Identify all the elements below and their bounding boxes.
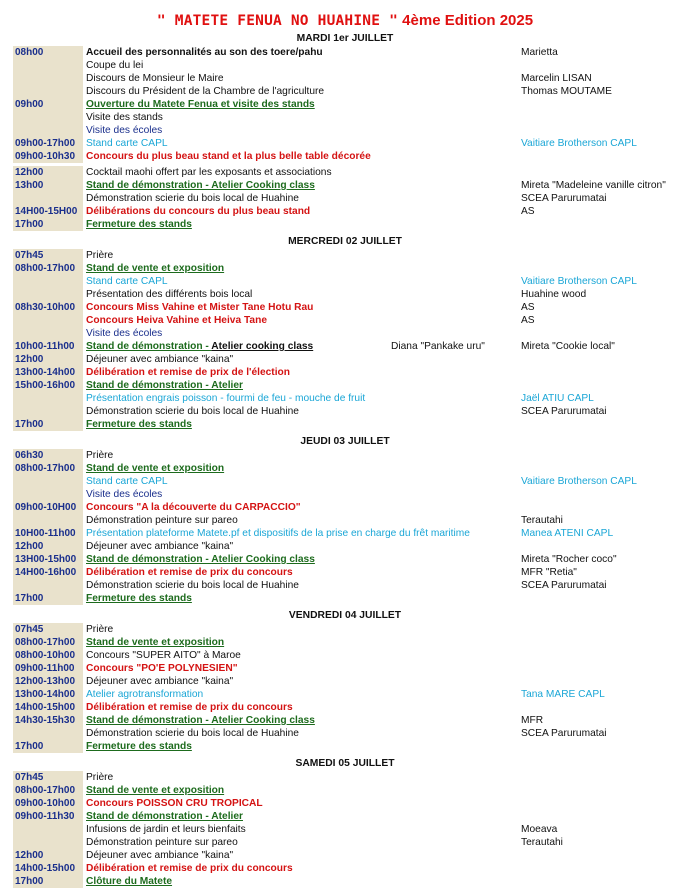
title-main: " MATETE FENUA NO HUAHINE " — [156, 13, 399, 29]
activity-label: Discours du Président de la Chambre de l'agriculture — [86, 86, 325, 97]
presenter: Mireta "Madeleine vanille citron" — [521, 180, 666, 191]
time-cell: 07h45 — [13, 623, 83, 636]
schedule-row — [13, 623, 677, 636]
activity-label: Fermeture des stands — [86, 219, 192, 230]
schedule-row — [13, 540, 677, 553]
time-cell — [13, 823, 83, 836]
day-header: MARDI 1er JUILLET — [296, 33, 394, 44]
time-cell: 14h00-15h00 — [13, 701, 83, 714]
activity-label: Discours de Monsieur le Maire — [86, 73, 224, 84]
schedule-row — [13, 649, 677, 662]
activity-label: Présentation plateforme Matete.pf et dispositifs de la prise en charge du frêt maritime — [86, 528, 470, 539]
presenter: MFR "Retia" — [521, 567, 577, 578]
time-cell: 15h00-16h00 — [13, 379, 83, 392]
activity-label: Visite des stands — [86, 112, 163, 123]
schedule-row — [13, 179, 677, 192]
time-cell — [13, 579, 83, 592]
schedule-row — [13, 701, 677, 714]
activity-label: Déjeuner avec ambiance "kaina" — [86, 541, 234, 552]
time-cell: 09h00-11h30 — [13, 810, 83, 823]
activity-label: Visite des écoles — [86, 328, 163, 339]
time-cell: 12h00-13h00 — [13, 675, 83, 688]
activity-label: Délibération et remise de prix du concours — [86, 863, 293, 874]
activity-label-part: Atelier cooking class — [211, 341, 314, 352]
schedule-row — [13, 192, 677, 205]
time-cell — [13, 124, 83, 137]
schedule-row — [13, 166, 677, 179]
schedule-row — [13, 810, 677, 823]
time-cell: 17h00 — [13, 418, 83, 431]
schedule-row — [13, 98, 677, 111]
schedule-row — [13, 327, 677, 340]
time-cell: 08h00-17h00 — [13, 262, 83, 275]
activity-label: Ouverture du Matete Fenua et visite des stands — [86, 99, 315, 110]
schedule-row — [13, 405, 677, 418]
day-section — [13, 609, 677, 753]
time-cell: 12h00 — [13, 166, 83, 179]
activity-label: Stand de démonstration - Atelier Cooking class — [86, 180, 315, 191]
schedule-row — [13, 275, 677, 288]
presenter: AS — [521, 315, 535, 326]
extra-presenter: Diana "Pankake uru" — [391, 341, 485, 352]
activity-label: Démonstration scierie du bois local de Huahine — [86, 728, 299, 739]
schedule-row — [13, 85, 677, 98]
schedule-row — [13, 501, 677, 514]
presenter: AS — [521, 302, 535, 313]
schedule-row — [13, 849, 677, 862]
schedule-row — [13, 771, 677, 784]
time-cell: 09h00-11h00 — [13, 662, 83, 675]
presenter: SCEA Parurumatai — [521, 728, 607, 739]
activity-label: Concours "A la découverte du CARPACCIO" — [86, 502, 301, 513]
activity-label: Déjeuner avec ambiance "kaina" — [86, 850, 234, 861]
activity-label: Fermeture des stands — [86, 741, 192, 752]
presenter: Vaitiare Brotherson CAPL — [521, 276, 637, 287]
activity-label: Coupe du lei — [86, 60, 144, 71]
activity-label: Concours "PO'E POLYNESIEN" — [86, 663, 238, 674]
schedule-row — [13, 46, 677, 59]
schedule-row — [13, 111, 677, 124]
schedule-row — [13, 314, 677, 327]
time-cell — [13, 275, 83, 288]
time-cell: 07h45 — [13, 771, 83, 784]
time-cell: 14h00-15h00 — [13, 862, 83, 875]
schedule-row — [13, 784, 677, 797]
time-cell: 12h00 — [13, 540, 83, 553]
activity-label: Cocktail maohi offert par les exposants et associations — [86, 167, 332, 178]
schedule-row — [13, 740, 677, 753]
time-cell: 08h00-17h00 — [13, 784, 83, 797]
activity-label: Démonstration scierie du bois local de Huahine — [86, 193, 299, 204]
activity-label: Clôture du Matete — [86, 876, 173, 887]
activity-label: Délibération et remise de prix de l'élection — [86, 367, 290, 378]
day-header: JEUDI 03 JUILLET — [300, 436, 390, 447]
presenter: Huahine wood — [521, 289, 587, 300]
presenter: Thomas MOUTAME — [521, 86, 612, 97]
schedule-row — [13, 72, 677, 85]
time-cell: 06h30 — [13, 449, 83, 462]
time-cell — [13, 192, 83, 205]
time-cell: 10H00-11h00 — [13, 527, 83, 540]
activity-label: Stand carte CAPL — [86, 476, 168, 487]
activity-label: Concours POISSON CRU TROPICAL — [86, 798, 263, 809]
schedule-row — [13, 353, 677, 366]
schedule-row — [13, 579, 677, 592]
day-section — [13, 757, 677, 888]
activity-label: Démonstration scierie du bois local de Huahine — [86, 406, 299, 417]
presenter: Marietta — [521, 47, 558, 58]
time-cell: 09h00 — [13, 98, 83, 111]
activity-label: Infusions de jardin et leurs bienfaits — [86, 824, 246, 835]
schedule-row — [13, 150, 677, 163]
time-cell — [13, 488, 83, 501]
time-cell: 08h00-17h00 — [13, 636, 83, 649]
time-cell — [13, 314, 83, 327]
time-cell: 09h00-17h00 — [13, 137, 83, 150]
schedule-row — [13, 488, 677, 501]
presenter: SCEA Parurumatai — [521, 580, 607, 591]
schedule — [13, 32, 677, 892]
schedule-row — [13, 662, 677, 675]
page-title — [0, 12, 690, 29]
activity-label: Stand de vente et exposition — [86, 463, 225, 474]
activity-label: Concours "SUPER AITO" à Maroe — [86, 650, 241, 661]
time-cell: 12h00 — [13, 353, 83, 366]
time-cell: 13H00-15h00 — [13, 553, 83, 566]
presenter: Marcelin LISAN — [521, 73, 592, 84]
activity-label: Prière — [86, 250, 114, 261]
schedule-row — [13, 249, 677, 262]
schedule-row — [13, 418, 677, 431]
activity-label: Délibérations du concours du plus beau stand — [86, 206, 311, 217]
activity-label: Concours Miss Vahine et Mister Tane Hotu Rau — [86, 302, 314, 313]
time-cell: 08h00-17h00 — [13, 462, 83, 475]
schedule-row — [13, 862, 677, 875]
schedule-row — [13, 462, 677, 475]
schedule-row — [13, 688, 677, 701]
presenter: Moeava — [521, 824, 558, 835]
schedule-row — [13, 449, 677, 462]
activity-label: Stand de vente et exposition — [86, 263, 225, 274]
presenter: Vaitiare Brotherson CAPL — [521, 138, 637, 149]
schedule-row — [13, 527, 677, 540]
activity-label — [86, 340, 313, 353]
time-cell: 07h45 — [13, 249, 83, 262]
time-cell — [13, 327, 83, 340]
activity-label-part: Stand de démonstration - — [86, 341, 212, 352]
day-section — [13, 32, 677, 231]
day-header: VENDREDI 04 JUILLET — [288, 610, 402, 621]
time-cell: 14h30-15h30 — [13, 714, 83, 727]
schedule-row — [13, 797, 677, 810]
presenter: Manea ATENI CAPL — [521, 528, 614, 539]
activity-label: Présentation engrais poisson - fourmi de feu - mouche de fruit — [86, 393, 366, 404]
schedule-row — [13, 727, 677, 740]
schedule-row — [13, 592, 677, 605]
activity-label: Accueil des personnalités au son des toere/pahu — [86, 47, 323, 58]
activity-label: Stand de démonstration - Atelier — [86, 811, 243, 822]
time-cell: 09h00-10h30 — [13, 150, 83, 163]
presenter: Terautahi — [521, 515, 563, 526]
activity-label: Atelier agrotransformation — [86, 689, 204, 700]
activity-label: Visite des écoles — [86, 489, 163, 500]
schedule-row — [13, 836, 677, 849]
schedule-row — [13, 875, 677, 888]
schedule-row — [13, 823, 677, 836]
time-cell — [13, 727, 83, 740]
activity-label: Démonstration scierie du bois local de Huahine — [86, 580, 299, 591]
presenter: MFR — [521, 715, 544, 726]
activity-label: Stand carte CAPL — [86, 276, 168, 287]
presenter: Jaël ATIU CAPL — [521, 393, 594, 404]
day-section — [13, 435, 677, 605]
activity-label: Présentation des différents bois local — [86, 289, 253, 300]
day-header: MERCREDI 02 JUILLET — [288, 236, 402, 247]
time-cell: 08h00-10h00 — [13, 649, 83, 662]
schedule-row — [13, 566, 677, 579]
activity-label: Stand de vente et exposition — [86, 637, 225, 648]
activity-label: Stand carte CAPL — [86, 138, 168, 149]
title-edition: 4ème Edition 2025 — [398, 12, 534, 29]
schedule-row — [13, 475, 677, 488]
schedule-row — [13, 205, 677, 218]
activity-label: Délibération et remise de prix du concours — [86, 702, 293, 713]
time-cell: 08h00 — [13, 46, 83, 59]
time-cell — [13, 475, 83, 488]
schedule-row — [13, 301, 677, 314]
time-cell: 13h00-14h00 — [13, 366, 83, 379]
presenter: Terautahi — [521, 837, 563, 848]
schedule-row — [13, 340, 677, 353]
activity-label: Prière — [86, 772, 114, 783]
time-cell: 17h00 — [13, 875, 83, 888]
time-cell: 14H00-15H00 — [13, 205, 83, 218]
schedule-row — [13, 714, 677, 727]
activity-label: Stand de vente et exposition — [86, 785, 225, 796]
activity-label: Déjeuner avec ambiance "kaina" — [86, 676, 234, 687]
activity-label: Démonstration peinture sur pareo — [86, 515, 238, 526]
time-cell — [13, 59, 83, 72]
schedule-row — [13, 218, 677, 231]
day-section — [13, 235, 677, 431]
activity-label: Concours du plus beau stand et la plus belle table décorée — [86, 151, 371, 162]
activity-label: Stand de démonstration - Atelier Cooking class — [86, 715, 315, 726]
activity-label: Déjeuner avec ambiance "kaina" — [86, 354, 234, 365]
activity-label: Fermeture des stands — [86, 593, 192, 604]
time-cell: 17h00 — [13, 740, 83, 753]
time-cell — [13, 111, 83, 124]
time-cell: 14H00-16h00 — [13, 566, 83, 579]
time-cell: 09h00-10H00 — [13, 501, 83, 514]
time-cell — [13, 288, 83, 301]
time-cell: 12h00 — [13, 849, 83, 862]
activity-label: Prière — [86, 624, 114, 635]
activity-label: Concours Heiva Vahine et Heiva Tane — [86, 315, 267, 326]
schedule-row — [13, 137, 677, 150]
presenter: Mireta "Rocher coco" — [521, 554, 617, 565]
schedule-row — [13, 366, 677, 379]
time-cell — [13, 72, 83, 85]
schedule-row — [13, 124, 677, 137]
time-cell — [13, 85, 83, 98]
time-cell — [13, 514, 83, 527]
time-cell — [13, 836, 83, 849]
activity-label: Visite des écoles — [86, 125, 163, 136]
presenter: SCEA Parurumatai — [521, 406, 607, 417]
presenter: Mireta "Cookie local" — [521, 341, 615, 352]
activity-label: Fermeture des stands — [86, 419, 192, 430]
activity-label: Stand de démonstration - Atelier Cooking class — [86, 554, 315, 565]
time-cell: 17h00 — [13, 592, 83, 605]
schedule-row — [13, 59, 677, 72]
activity-label: Délibération et remise de prix du concours — [86, 567, 293, 578]
schedule-row — [13, 675, 677, 688]
presenter: SCEA Parurumatai — [521, 193, 607, 204]
schedule-row — [13, 262, 677, 275]
schedule-row — [13, 514, 677, 527]
presenter: Vaitiare Brotherson CAPL — [521, 476, 637, 487]
activity-label: Prière — [86, 450, 114, 461]
presenter: Tana MARE CAPL — [521, 689, 605, 700]
time-cell — [13, 392, 83, 405]
time-cell — [13, 405, 83, 418]
time-cell: 17h00 — [13, 218, 83, 231]
time-cell: 13h00 — [13, 179, 83, 192]
activity-label: Stand de démonstration - Atelier — [86, 380, 243, 391]
schedule-row — [13, 392, 677, 405]
time-cell: 08h30-10h00 — [13, 301, 83, 314]
schedule-row — [13, 288, 677, 301]
time-cell: 10h00-11h00 — [13, 340, 83, 353]
time-cell: 13h00-14h00 — [13, 688, 83, 701]
schedule-row — [13, 553, 677, 566]
day-header: SAMEDI 05 JUILLET — [295, 758, 395, 769]
schedule-row — [13, 636, 677, 649]
activity-label: Démonstration peinture sur pareo — [86, 837, 238, 848]
schedule-row — [13, 379, 677, 392]
time-cell: 09h00-10h00 — [13, 797, 83, 810]
presenter: AS — [521, 206, 535, 217]
